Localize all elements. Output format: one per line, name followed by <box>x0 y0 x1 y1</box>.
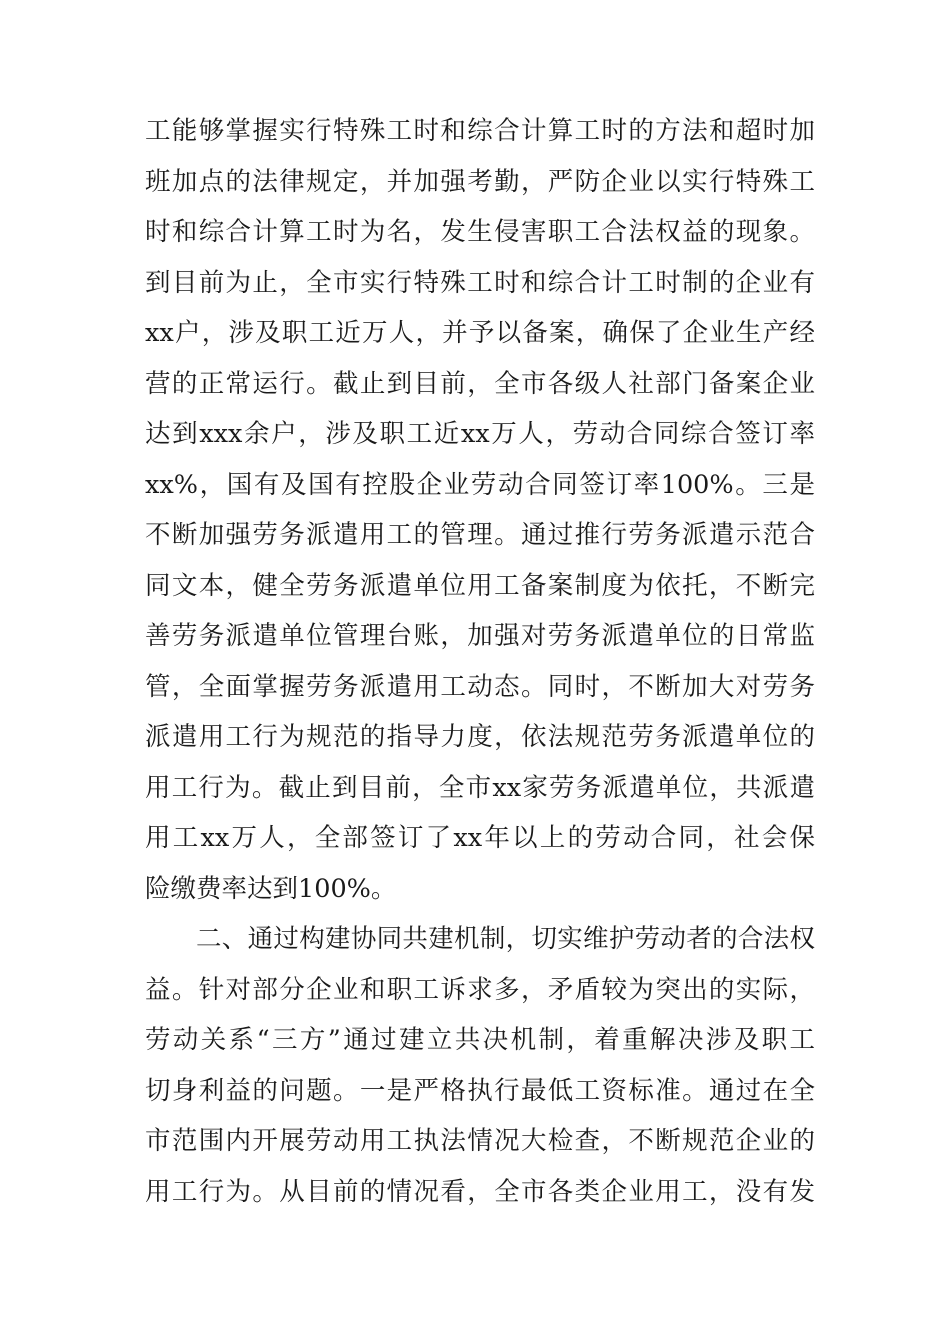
text-line: 用工行为。截止到目前，全市xx家劳务派遣单位，共派遣 <box>145 772 815 803</box>
text-line: 益。针对部分企业和职工诉求多，矛盾较为突出的实际， <box>145 974 815 1005</box>
text-line: 劳动关系“三方”通过建立共决机制，着重解决涉及职工 <box>145 1025 815 1055</box>
text-line: 管，全面掌握劳务派遣用工动态。同时，不断加大对劳务 <box>145 671 815 702</box>
text-line: 二、通过构建协同共建机制，切实维护劳动者的合法权 <box>196 924 815 954</box>
text-line: 善劳务派遣单位管理台账，加强对劳务派遣单位的日常监 <box>145 621 815 651</box>
text-line: 用工行为。从目前的情况看，全市各类企业用工，没有发 <box>145 1176 815 1207</box>
text-line: 同文本，健全劳务派遣单位用工备案制度为依托，不断完 <box>145 570 815 601</box>
text-line: xx户，涉及职工近万人，并予以备案，确保了企业生产经 <box>145 318 815 348</box>
text-line: 用工xx万人，全部签订了xx年以上的劳动合同，社会保 <box>145 823 815 853</box>
text-line: 工能够掌握实行特殊工时和综合计算工时的方法和超时加 <box>145 116 815 146</box>
body-text <box>145 106 815 1217</box>
text-line: 不断加强劳务派遣用工的管理。通过推行劳务派遣示范合 <box>145 520 815 550</box>
text-line: 切身利益的问题。一是严格执行最低工资标准。通过在全 <box>145 1075 815 1106</box>
text-line: 到目前为止，全市实行特殊工时和综合计工时制的企业有 <box>145 267 815 298</box>
text-line: 营的正常运行。截止到目前，全市各级人社部门备案企业 <box>145 368 815 399</box>
text-line: 险缴费率达到100%。 <box>145 873 397 904</box>
text-line: 时和综合计算工时为名，发生侵害职工合法权益的现象。 <box>145 217 815 247</box>
text-line: 达到xxx余户，涉及职工近xx万人，劳动合同综合签订率 <box>145 419 815 449</box>
text-line: xx%，国有及国有控股企业劳动合同签订率100%。三是 <box>145 469 815 500</box>
text-line: 市范围内开展劳动用工执法情况大检查，不断规范企业的 <box>145 1126 815 1156</box>
text-line: 派遣用工行为规范的指导力度，依法规范劳务派遣单位的 <box>145 722 815 752</box>
text-line: 班加点的法律规定，并加强考勤，严防企业以实行特殊工 <box>145 166 815 197</box>
